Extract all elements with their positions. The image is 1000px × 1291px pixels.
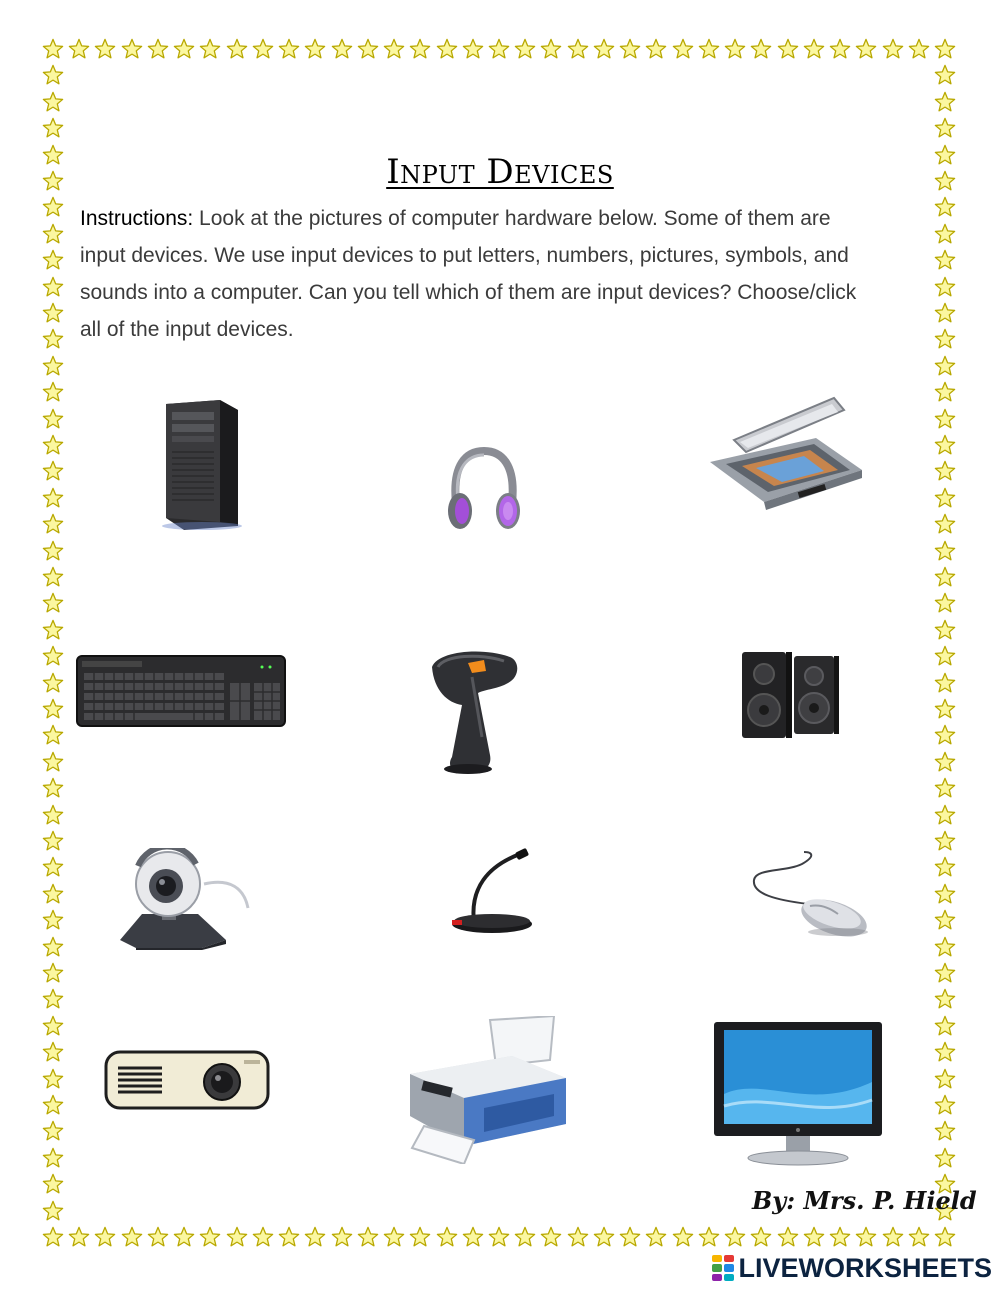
border-star-icon xyxy=(934,619,956,641)
border-star-icon xyxy=(383,1226,405,1248)
border-star-icon xyxy=(121,1226,143,1248)
border-star-icon xyxy=(42,460,64,482)
border-star-icon xyxy=(514,1226,536,1248)
border-star-icon xyxy=(934,276,956,298)
border-star-icon xyxy=(934,117,956,139)
border-star-icon xyxy=(934,249,956,271)
tower-icon xyxy=(158,398,242,530)
border-star-icon xyxy=(42,936,64,958)
border-star-icon xyxy=(934,698,956,720)
border-star-icon xyxy=(304,1226,326,1248)
border-star-icon xyxy=(42,117,64,139)
border-star-icon xyxy=(42,988,64,1010)
border-star-icon xyxy=(357,38,379,60)
border-star-icon xyxy=(934,909,956,931)
border-star-icon xyxy=(882,1226,904,1248)
border-star-icon xyxy=(42,830,64,852)
border-star-icon xyxy=(855,1226,877,1248)
border-star-icon xyxy=(42,1094,64,1116)
border-star-icon xyxy=(42,540,64,562)
border-star-icon xyxy=(724,38,746,60)
border-star-icon xyxy=(278,1226,300,1248)
border-star-icon xyxy=(42,249,64,271)
border-star-icon xyxy=(934,328,956,350)
border-star-icon xyxy=(42,1147,64,1169)
device-scanner[interactable] xyxy=(706,392,866,510)
border-star-icon xyxy=(934,434,956,456)
border-star-icon xyxy=(68,1226,90,1248)
border-star-icon xyxy=(42,1120,64,1142)
border-star-icon xyxy=(855,38,877,60)
border-star-icon xyxy=(672,1226,694,1248)
border-star-icon xyxy=(934,513,956,535)
border-star-icon xyxy=(42,513,64,535)
border-star-icon xyxy=(42,276,64,298)
border-star-icon xyxy=(42,804,64,826)
liveworksheets-brand-text: LIVEWORKSHEETS xyxy=(738,1252,992,1283)
border-star-icon xyxy=(42,91,64,113)
border-star-icon xyxy=(829,1226,851,1248)
border-star-icon xyxy=(252,38,274,60)
border-star-icon xyxy=(226,1226,248,1248)
printer-icon xyxy=(404,1016,572,1164)
border-star-icon xyxy=(121,38,143,60)
border-star-icon xyxy=(934,672,956,694)
border-star-icon xyxy=(934,196,956,218)
border-star-icon xyxy=(42,856,64,878)
border-star-icon xyxy=(42,64,64,86)
border-star-icon xyxy=(42,1015,64,1037)
border-star-icon xyxy=(803,38,825,60)
border-star-icon xyxy=(934,91,956,113)
border-star-icon xyxy=(619,1226,641,1248)
page-title: Input Devices xyxy=(386,152,614,192)
border-star-icon xyxy=(42,751,64,773)
border-star-icon xyxy=(934,1015,956,1037)
border-star-icon xyxy=(42,672,64,694)
border-star-icon xyxy=(42,196,64,218)
border-star-icon xyxy=(934,777,956,799)
border-star-icon xyxy=(934,645,956,667)
device-projector[interactable] xyxy=(104,1046,270,1114)
border-star-icon xyxy=(934,566,956,588)
border-star-icon xyxy=(42,909,64,931)
border-star-icon xyxy=(934,830,956,852)
border-star-icon xyxy=(777,1226,799,1248)
border-star-icon xyxy=(173,1226,195,1248)
border-star-icon xyxy=(42,645,64,667)
speakers-icon xyxy=(740,648,840,744)
border-star-icon xyxy=(934,302,956,324)
border-star-icon xyxy=(42,408,64,430)
border-star-icon xyxy=(42,592,64,614)
device-system-unit[interactable] xyxy=(158,398,242,530)
border-star-icon xyxy=(908,38,930,60)
webcam-icon xyxy=(112,848,256,950)
instructions-label: Instructions: xyxy=(80,207,194,230)
border-star-icon xyxy=(934,1094,956,1116)
border-star-icon xyxy=(42,381,64,403)
border-star-icon xyxy=(42,1173,64,1195)
border-star-icon xyxy=(42,619,64,641)
border-star-icon xyxy=(934,1068,956,1090)
border-star-icon xyxy=(42,1200,64,1222)
border-star-icon xyxy=(42,487,64,509)
keyboard-icon xyxy=(76,655,286,727)
border-star-icon xyxy=(593,38,615,60)
border-star-icon xyxy=(934,223,956,245)
border-star-icon xyxy=(357,1226,379,1248)
border-star-icon xyxy=(934,804,956,826)
border-star-icon xyxy=(593,1226,615,1248)
device-mouse[interactable] xyxy=(746,850,870,942)
device-keyboard[interactable] xyxy=(76,655,286,727)
border-star-icon xyxy=(42,434,64,456)
instructions xyxy=(80,200,880,348)
border-star-icon xyxy=(750,38,772,60)
border-star-icon xyxy=(94,1226,116,1248)
device-headphones[interactable] xyxy=(444,445,524,535)
border-star-icon xyxy=(42,1068,64,1090)
border-star-icon xyxy=(777,38,799,60)
border-star-icon xyxy=(42,724,64,746)
border-star-icon xyxy=(436,38,458,60)
border-star-icon xyxy=(934,856,956,878)
border-star-icon xyxy=(540,1226,562,1248)
border-star-icon xyxy=(803,1226,825,1248)
border-star-icon xyxy=(934,1226,956,1248)
border-star-icon xyxy=(698,38,720,60)
border-star-icon xyxy=(672,38,694,60)
headphones-icon xyxy=(444,445,524,535)
border-star-icon xyxy=(934,936,956,958)
border-star-icon xyxy=(934,751,956,773)
border-star-icon xyxy=(514,38,536,60)
border-star-icon xyxy=(934,592,956,614)
border-star-icon xyxy=(645,38,667,60)
border-star-icon xyxy=(934,38,956,60)
border-star-icon xyxy=(934,408,956,430)
border-star-icon xyxy=(934,381,956,403)
border-star-icon xyxy=(173,38,195,60)
border-star-icon xyxy=(619,38,641,60)
border-star-icon xyxy=(331,1226,353,1248)
border-star-icon xyxy=(488,38,510,60)
border-star-icon xyxy=(42,1041,64,1063)
barcode-scanner-icon xyxy=(428,647,524,775)
border-star-icon xyxy=(226,38,248,60)
border-star-icon xyxy=(42,698,64,720)
border-star-icon xyxy=(42,355,64,377)
border-star-icon xyxy=(199,38,221,60)
border-star-icon xyxy=(934,540,956,562)
border-star-icon xyxy=(462,38,484,60)
border-star-icon xyxy=(383,38,405,60)
border-star-icon xyxy=(908,1226,930,1248)
border-star-icon xyxy=(540,38,562,60)
border-star-icon xyxy=(252,1226,274,1248)
border-star-icon xyxy=(882,38,904,60)
border-star-icon xyxy=(462,1226,484,1248)
border-star-icon xyxy=(278,38,300,60)
border-star-icon xyxy=(42,1226,64,1248)
border-star-icon xyxy=(934,962,956,984)
border-star-icon xyxy=(42,777,64,799)
border-star-icon xyxy=(199,1226,221,1248)
device-printer[interactable] xyxy=(404,1016,572,1164)
border-star-icon xyxy=(42,962,64,984)
author-signature: By: Mrs. P. Hield xyxy=(752,1186,977,1215)
microphone-icon xyxy=(436,848,532,934)
border-star-icon xyxy=(750,1226,772,1248)
border-star-icon xyxy=(934,460,956,482)
border-star-icon xyxy=(934,355,956,377)
border-star-icon xyxy=(409,38,431,60)
border-star-icon xyxy=(304,38,326,60)
border-star-icon xyxy=(409,1226,431,1248)
border-star-icon xyxy=(934,487,956,509)
border-star-icon xyxy=(934,988,956,1010)
border-star-icon xyxy=(42,566,64,588)
device-speakers[interactable] xyxy=(740,648,840,744)
border-star-icon xyxy=(147,1226,169,1248)
border-star-icon xyxy=(42,302,64,324)
border-star-icon xyxy=(42,883,64,905)
border-star-icon xyxy=(567,38,589,60)
mouse-icon xyxy=(746,850,870,942)
border-star-icon xyxy=(934,883,956,905)
border-star-icon xyxy=(934,724,956,746)
border-star-icon xyxy=(934,64,956,86)
border-star-icon xyxy=(42,328,64,350)
border-star-icon xyxy=(42,38,64,60)
device-barcode-scanner[interactable] xyxy=(428,647,524,775)
scanner-icon xyxy=(706,392,866,510)
border-star-icon xyxy=(567,1226,589,1248)
instructions-text: Look at the pictures of computer hardware below. Some of them are input devices. We use input devices to put letters, numbers, pictures, symbols, and sounds into a computer. Can you tell which of them are input devices? Choose/click all of the input devices. xyxy=(80,207,857,341)
liveworksheets-logo-icon xyxy=(712,1255,734,1281)
border-star-icon xyxy=(436,1226,458,1248)
border-star-icon xyxy=(42,223,64,245)
border-star-icon xyxy=(331,38,353,60)
device-monitor[interactable] xyxy=(712,1020,884,1166)
border-star-icon xyxy=(724,1226,746,1248)
border-star-icon xyxy=(645,1226,667,1248)
device-microphone[interactable] xyxy=(436,848,532,934)
liveworksheets-logo[interactable] xyxy=(712,1252,992,1284)
border-star-icon xyxy=(698,1226,720,1248)
device-webcam[interactable] xyxy=(112,848,256,950)
projector-icon xyxy=(104,1046,270,1114)
border-star-icon xyxy=(488,1226,510,1248)
border-star-icon xyxy=(829,38,851,60)
border-star-icon xyxy=(94,38,116,60)
border-star-icon xyxy=(147,38,169,60)
border-star-icon xyxy=(934,1041,956,1063)
border-star-icon xyxy=(934,1147,956,1169)
border-star-icon xyxy=(68,38,90,60)
monitor-icon xyxy=(712,1020,884,1166)
border-star-icon xyxy=(934,1120,956,1142)
